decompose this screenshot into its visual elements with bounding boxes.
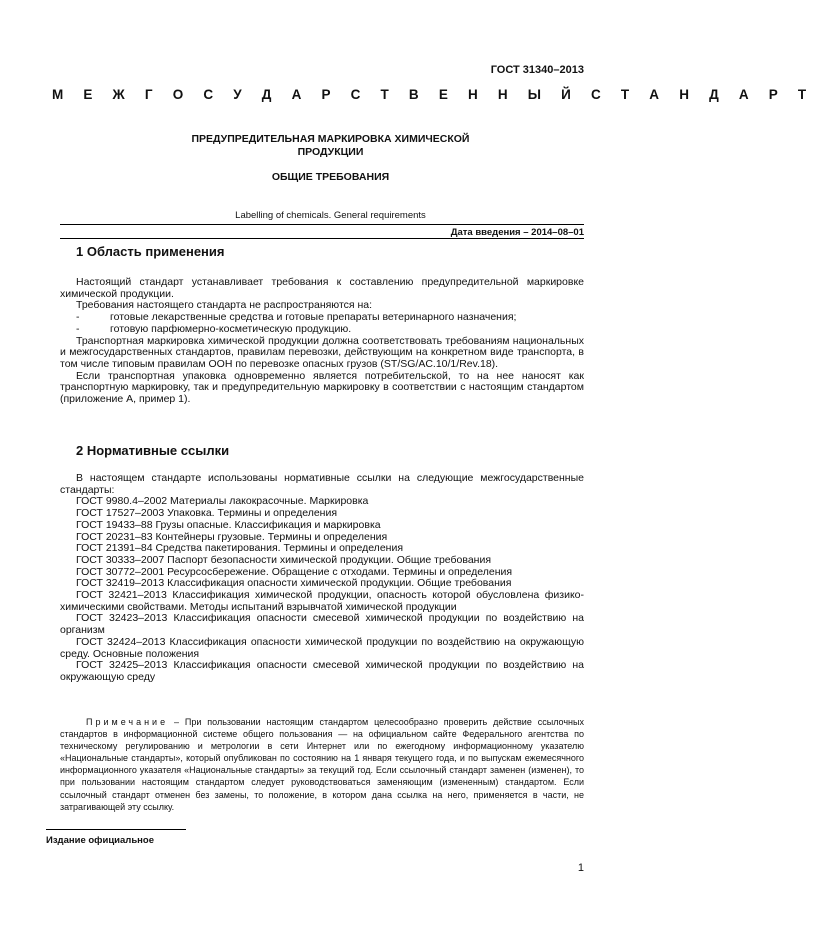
note-label: Примечание [86,717,169,727]
paragraph: Требования настоящего стандарта не распространяются на: [76,299,373,312]
date-rule [60,238,584,239]
section-1-body [60,277,584,406]
edition-rule [46,829,186,830]
reference-item: ГОСТ 20231–83 Контейнеры грузовые. Термины и определения [76,530,388,543]
introduction-date: Дата введения – 2014–08–01 [450,227,584,238]
reference-item: ГОСТ 32425–2013 Классификация опасности смесевой химической продукции по воздействию на окружающую среду [60,659,584,683]
standard-title [60,133,601,159]
dash-marker: - [76,322,80,335]
reference-item: ГОСТ 30772–2001 Ресурсосбережение. Обращение с отходами. Термины и определения [76,565,513,578]
reference-item: ГОСТ 32424–2013 Классификация опасности химической продукции по воздействию на окружающую среду. Основные положения [60,635,584,660]
list-item [60,324,584,336]
section-2-body [60,473,584,684]
paragraph: Настоящий стандарт устанавливает требования к составлению предупредительной маркировке химической продукции. [60,276,584,300]
reference-item: ГОСТ 30333–2007 Паспорт безопасности химической продукции. Общие требования [76,553,492,566]
paragraph: В настоящем стандарте использованы нормативные ссылки на следующие межгосударственные стандарты: [60,472,584,496]
section-2-heading: 2 Нормативные ссылки [76,443,230,458]
standard-title-line1: ПРЕДУПРЕДИТЕЛЬНАЯ МАРКИРОВКА ХИМИЧЕСКОЙ [191,133,470,145]
section-1-heading: 1 Область применения [76,244,225,259]
reference-item: ГОСТ 17527–2003 Упаковка. Термины и определения [76,507,338,520]
title-rule [60,224,584,225]
note [60,716,584,813]
list-item-text: готовую парфюмерно-косметическую продукцию. [110,322,352,335]
reference-item: ГОСТ 9980.4–2002 Материалы лакокрасочные. Маркировка [76,495,369,508]
reference-item: ГОСТ 32421–2013 Классификация химической продукции, опасность которой обусловлена физико-химическими свойствами. Методы испытаний взрывчатой химической продукции [60,589,584,613]
reference-item: ГОСТ 32419–2013 Классификация опасности химической продукции. Общие требования [76,577,512,590]
document-number: ГОСТ 31340–2013 [490,64,584,76]
english-title: Labelling of chemicals. General requirements [235,210,426,221]
reference-item: ГОСТ 19433–88 Грузы опасные. Классификация и маркировка [76,518,381,531]
list-item-text: готовые лекарственные средства и готовые препараты ветеринарного назначения; [110,311,517,324]
dash-marker: - [76,311,80,324]
note-text: – При пользовании настоящим стандартом целесообразно проверить действие ссылочных стандартов в информационной системе общего пользования — на официальном сайте Федерального агентства по техническому регулированию и метрологии в сети Интернет или по ежегодному информационному указателю «Национальные стандарты», который опубликован по состоянию на 1 января текущего года, и по выпускам ежемесячного информационного указателя «Национальные стандарты» за текущий год. Если ссылочный стандарт заменен (изменен), то при пользовании настоящим стандартом следует руководствоваться заменяющим (измененным) стандартом. Если ссылочный стандарт отменен без замены, то положение, в котором дана ссылка на него, применяется в части, не затрагивающей эту ссылку. [60,717,584,812]
reference-item: ГОСТ 32423–2013 Классификация опасности смесевой химической продукции по воздействию на организм [60,612,584,637]
standard-subtitle: ОБЩИЕ ТРЕБОВАНИЯ [271,171,390,183]
interstate-standard-title: М Е Ж Г О С У Д А Р С Т В Е Н Н Ы Й С Т А Н Д А Р Т [52,87,814,102]
reference-list [60,496,584,683]
official-edition: Издание официальное [46,835,154,846]
reference-item: ГОСТ 21391–84 Средства пакетирования. Термины и определения [76,542,404,555]
page-number: 1 [577,862,584,874]
paragraph: Транспортная маркировка химической продукции должна соответствовать требованиям национальных и межгосударственных стандартов, правилам перевозки, действующим на конкретном виде транспорта, в том числе типовым правилам ООН по перевозке опасных грузов (ST/SG/AC.10/1/Rev.18). [60,334,584,370]
standard-title-line2: ПРОДУКЦИИ [297,146,364,158]
paragraph: Если транспортная упаковка одновременно является потребительской, то на нее наносят как транспортную маркировку, так и предупредительную маркировку в соответствии с настоящим стандартом (приложение А, пример 1). [60,369,584,406]
